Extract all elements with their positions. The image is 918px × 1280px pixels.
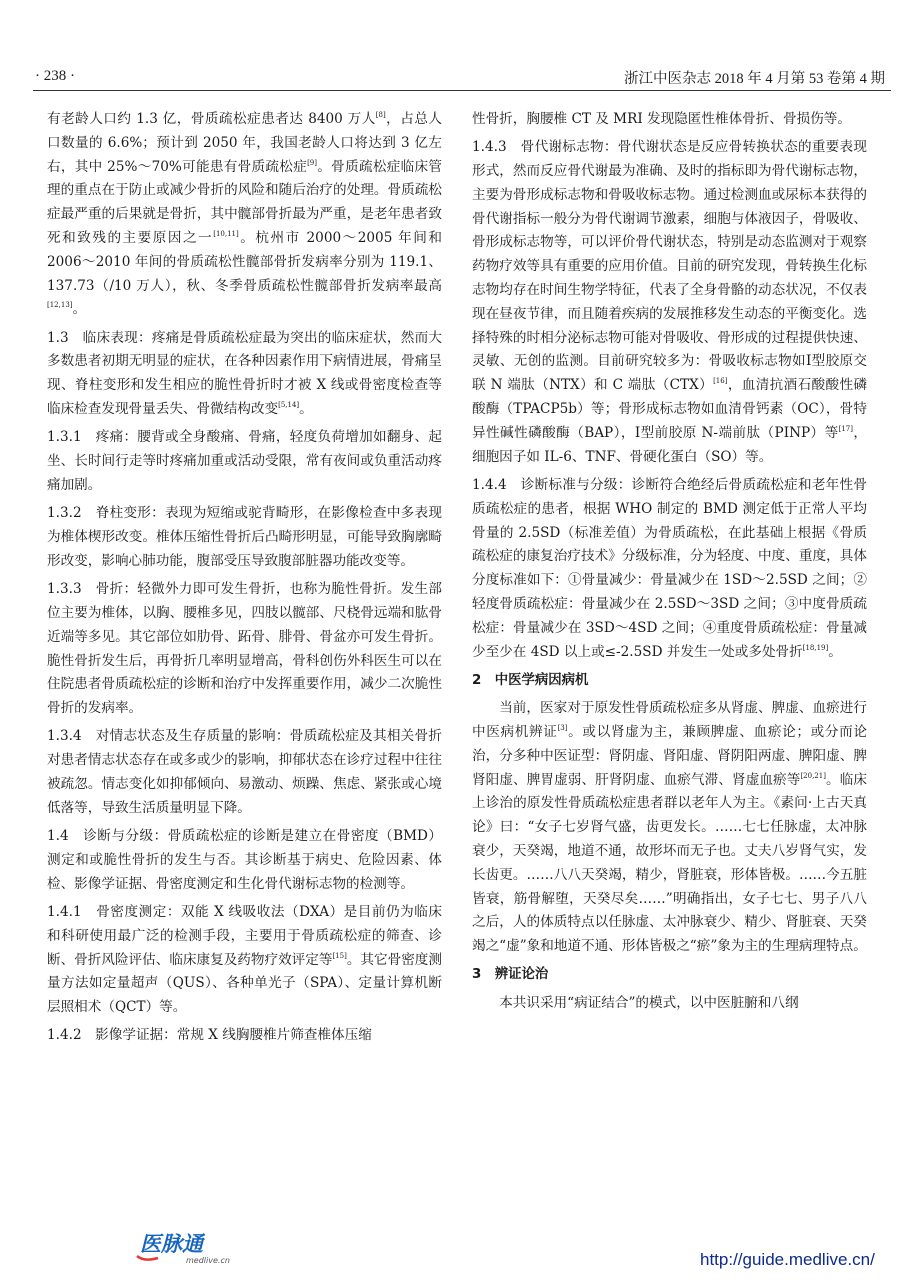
section-1-3: 1.3 临床表现：疼痛是骨质疏松症最为突出的临床症状，然而大多数患者初期无明显的症状，在各种因素作用下病情进展，骨痛呈现、脊柱变形和发生相应的脆性骨折时才被 X 线或骨密度检查等临床检查发现骨量丢失、骨微结构改变[5,14]。 — [47, 329, 442, 418]
section-1-4-4: 1.4.4 诊断标准与分级：诊断符合绝经后骨质疏松症和老年性骨质疏松症的患者，根据 WHO 制定的 BMD 测定低于正常人平均骨量的 2.5SD（标准差值）为骨质疏松，在此基础上根据《骨质疏松症的康复治疗技术》分级标准，分为轻度、中度、重度，具体分度标准如下：①骨量减少：骨量减少在 1SD～2.5SD 之间；②轻度骨质疏松症：骨量减少在 2.5SD～3SD 之间；③中度骨质疏松症：骨量减少在 3SD～4SD 之间；④重度骨质疏松症：骨量减少至少在 4SD 以上或≤-2.5SD 并发生一处或多处骨折[18,19]。 — [472, 476, 867, 660]
svg-text:medlive.cn: medlive.cn — [186, 1256, 230, 1265]
section-1-4-2: 1.4.2 影像学证据：常规 X 线胸腰椎片筛查椎体压缩 — [47, 1027, 372, 1044]
paragraph: 性骨折，胸腰椎 CT 及 MRI 发现隐匿性椎体骨折、骨损伤等。 — [472, 111, 851, 127]
section-1-4-1: 1.4.1 骨密度测定：双能 X 线吸收法（DXA）是目前仍为临床和科研使用最广泛的检测手段，主要用于骨质疏松症的筛查、诊断、骨折风险评估、临床康复及药物疗效评定等[15]。其它骨密度测量方法如定量超声（QUS）、各种单光子（SPA）、定量计算机断层照相术（QCT）等。 — [47, 904, 442, 1016]
heading-section-3: 3 辨证论治 — [472, 967, 549, 983]
journal-citation: 浙江中医杂志 2018 年 4 月第 53 卷第 4 期 — [624, 71, 885, 87]
section-1-3-1: 1.3.1 疼痛：腰背或全身酸痛、骨痛，轻度负荷增加如翻身、起坐、长时间行走等时疼痛加重或活动受限，常有夜间或负重活动疼痛加剧。 — [47, 429, 442, 493]
medlive-logo — [134, 1226, 244, 1266]
paragraph: 本共识采用“病证结合”的模式，以中医脏腑和八纲 — [499, 994, 799, 1011]
section-1-4: 1.4 诊断与分级：骨质疏松症的诊断是建立在骨密度（BMD）测定和或脆性骨折的发生与否。其诊断基于病史、危险因素、体检、影像学证据、骨密度测定和生化骨代谢标志物的检测等。 — [47, 828, 442, 892]
section-1-3-3: 1.3.3 骨折：轻微外力即可发生骨折，也称为脆性骨折。发生部位主要为椎体，以胸、腰椎多见，四肢以髋部、尺桡骨远端和肱骨近端等多见。其它部位如肋骨、跖骨、腓骨、骨盆亦可发生骨折。脆性骨折发生后，再骨折几率明显增高，骨科创伤外科医生可以在住院患者骨质疏松症的诊断和治疗中发挥重要作用，减少二次脆性骨折的发病率。 — [47, 581, 442, 717]
paragraph: 有老龄人口约 1.3 亿，骨质疏松症患者达 8400 万人[8]，占总人口数量的 6.6%；预计到 2050 年，我国老龄人口将达到 3 亿左右，其中 25%～70%可能患有骨质疏松症[9]。骨质疏松症临床管理的重点在于防止或减少骨折的风险和随后治疗的处理。骨质疏松症最严重的后果就是骨折，其中髋部骨折最为严重，是老年患者致死和致残的主要原因之一[10,11]。杭州市 2000～2005 年间和 2006～2010 年间的骨质疏松性髋部骨折发病率分别为 119.1、137.73（/10 万人），秋、冬季骨质疏松性髋部骨折发病率最高[12,13]。 — [47, 111, 443, 318]
right-column — [472, 108, 867, 1020]
section-1-3-2: 1.3.2 脊柱变形：表现为短缩或驼背畸形，在影像检查中多表现为椎体楔形改变。椎体压缩性骨折后凸畸形明显，可能导致胸廓畸形改变，影响心肺功能，腹部受压导致腹部脏器功能改变等。 — [47, 505, 442, 569]
section-1-3-4: 1.3.4 对情志状态及生存质量的影响：骨质疏松症及其相关骨折对患者情志状态存在或多或少的影响，抑郁状态在诊疗过程中往往被疏忽。情志变化如抑郁倾向、易激动、烦躁、焦虑、紧张或心境低落等，导致生活质量明显下降。 — [47, 728, 442, 816]
paragraph: 当前，医家对于原发性骨质疏松症多从肾虚、脾虚、血瘀进行中医病机辨证[3]。或以肾虚为主，兼顾脾虚、血瘀论；或分而论治，分多种中医证型：肾阴虚、肾阳虚、肾阴阳两虚、脾阳虚、脾肾阳虚、脾胃虚弱、肝肾阴虚、血瘀气滞、肾虚血瘀等[20,21]。临床上诊治的原发性骨质疏松症患者群以老年人为主。《素问·上古天真论》曰：“女子七岁肾气盛，齿更发长。……七七任脉虚，太冲脉衰少，天癸竭，地道不通，故形坏而无子也。丈夫八岁肾气实，发长齿更。……八八天癸竭，精少，肾脏衰，形体皆极。……今五脏皆衰，筋骨解堕，天癸尽矣……”明确指出，女子七七、男子八八之后，人的体质特点以任脉虚、太冲脉衰少、精少、肾脏衰、天癸竭之“虚”象和地道不通、形体皆极之“瘀”象为主的生理病理特点。 — [472, 700, 868, 955]
heading-section-2: 2 中医学病因病机 — [472, 672, 589, 688]
section-1-4-3: 1.4.3 骨代谢标志物：骨代谢状态是反应骨转换状态的重要表现形式，然而反应骨代谢最为准确、及时的指标即为骨代谢标志物，主要为骨形成标志物和骨吸收标志物。通过检测血或尿标本获得的骨代谢指标一般分为骨代谢调节激素，细胞与体液因子，骨吸收、骨形成标志物等，可以评价骨代谢状态，特别是动态监测对于观察药物疗效等具有重要的应用价值。目前的研究发现，骨转换生化标志物均存在时间生物学特征，代表了全身骨骼的动态状况，不仅表现在昼夜节律，而且随着疾病的发展推移发生动态的平衡变化。选择特殊的时相分泌标志物可能对骨吸收、骨形成的过程提供快速、灵敏、无创的监测。目前研究较多为：骨吸收标志物如Ⅰ型胶原交联 N 端肽（NTX）和 C 端肽（CTX）[16]，血清抗酒石酸酸性磷酸酶（TPACP5b）等；骨形成标志物如血清骨钙素（OC），骨特异性碱性磷酸酶（BAP），Ⅰ型前胶原 N-端前肽（PINP）等[17]，细胞因子如 IL-6、TNF、骨硬化蛋白（SO）等。 — [472, 139, 868, 465]
left-column — [47, 108, 442, 1053]
running-header — [33, 66, 891, 91]
footer-url[interactable]: http://guide.medlive.cn/ — [700, 1250, 875, 1269]
svg-text:医脉通: 医脉通 — [140, 1232, 203, 1256]
page-number: · 238 · — [35, 68, 75, 84]
